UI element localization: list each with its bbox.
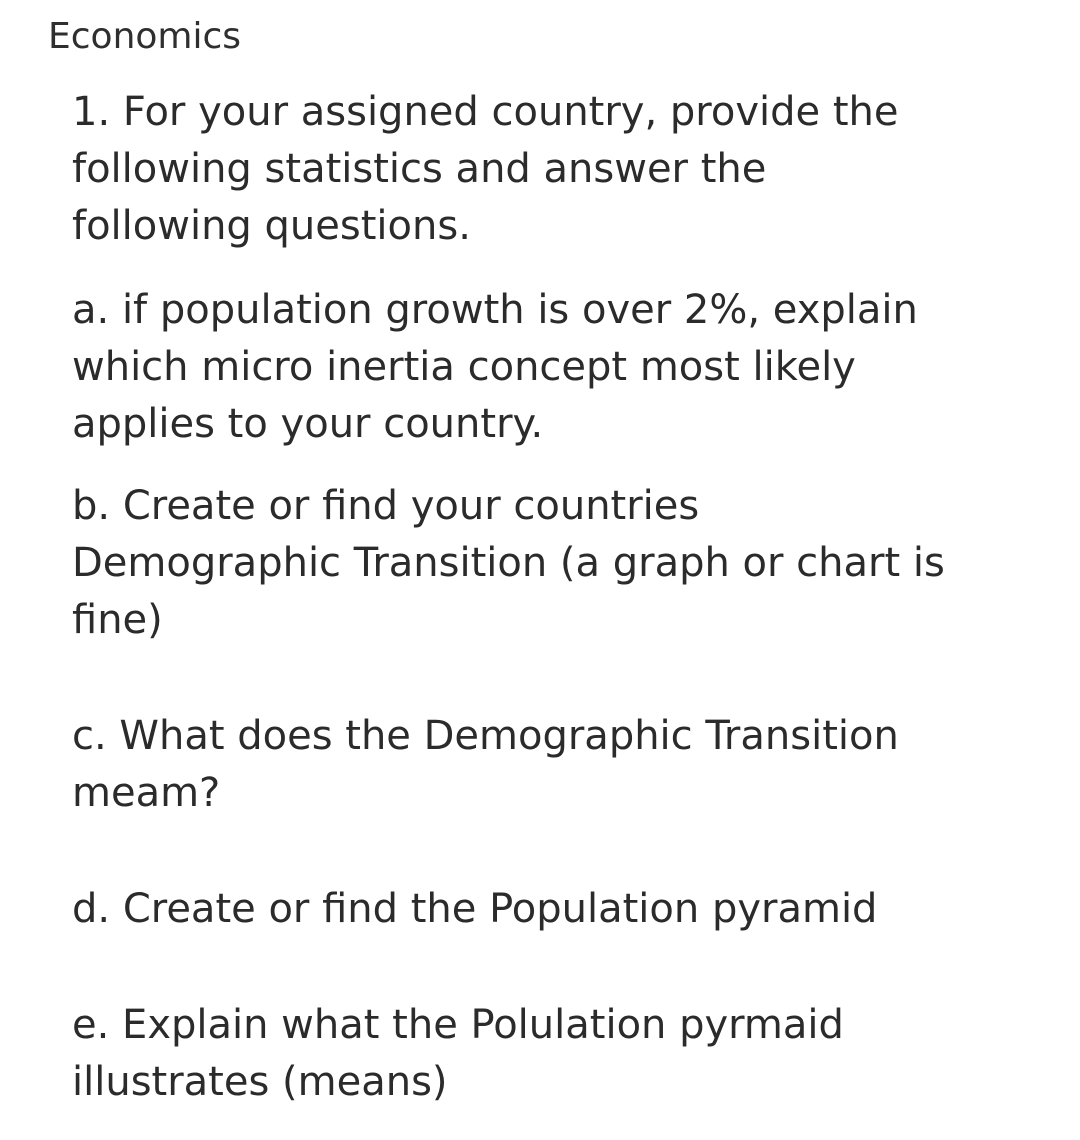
question-1-text: 1. For your assigned country, provide the following statistics and answer the following questions. (72, 89, 899, 249)
question-b-text: b. Create or find your countries Demographic Transition (a graph or chart is fine) (72, 483, 945, 643)
subject-heading: Economics (48, 16, 242, 57)
question-a-text: a. if population growth is over 2%, explain which micro inertia concept most likely applies to your country. (72, 287, 918, 447)
question-d-text: d. Create or find the Population pyramid (72, 886, 878, 932)
question-e-text: e. Explain what the Polulation pyrmaid illustrates (means) (72, 1002, 844, 1105)
question-c-text: c. What does the Demographic Transition meam? (72, 713, 899, 816)
